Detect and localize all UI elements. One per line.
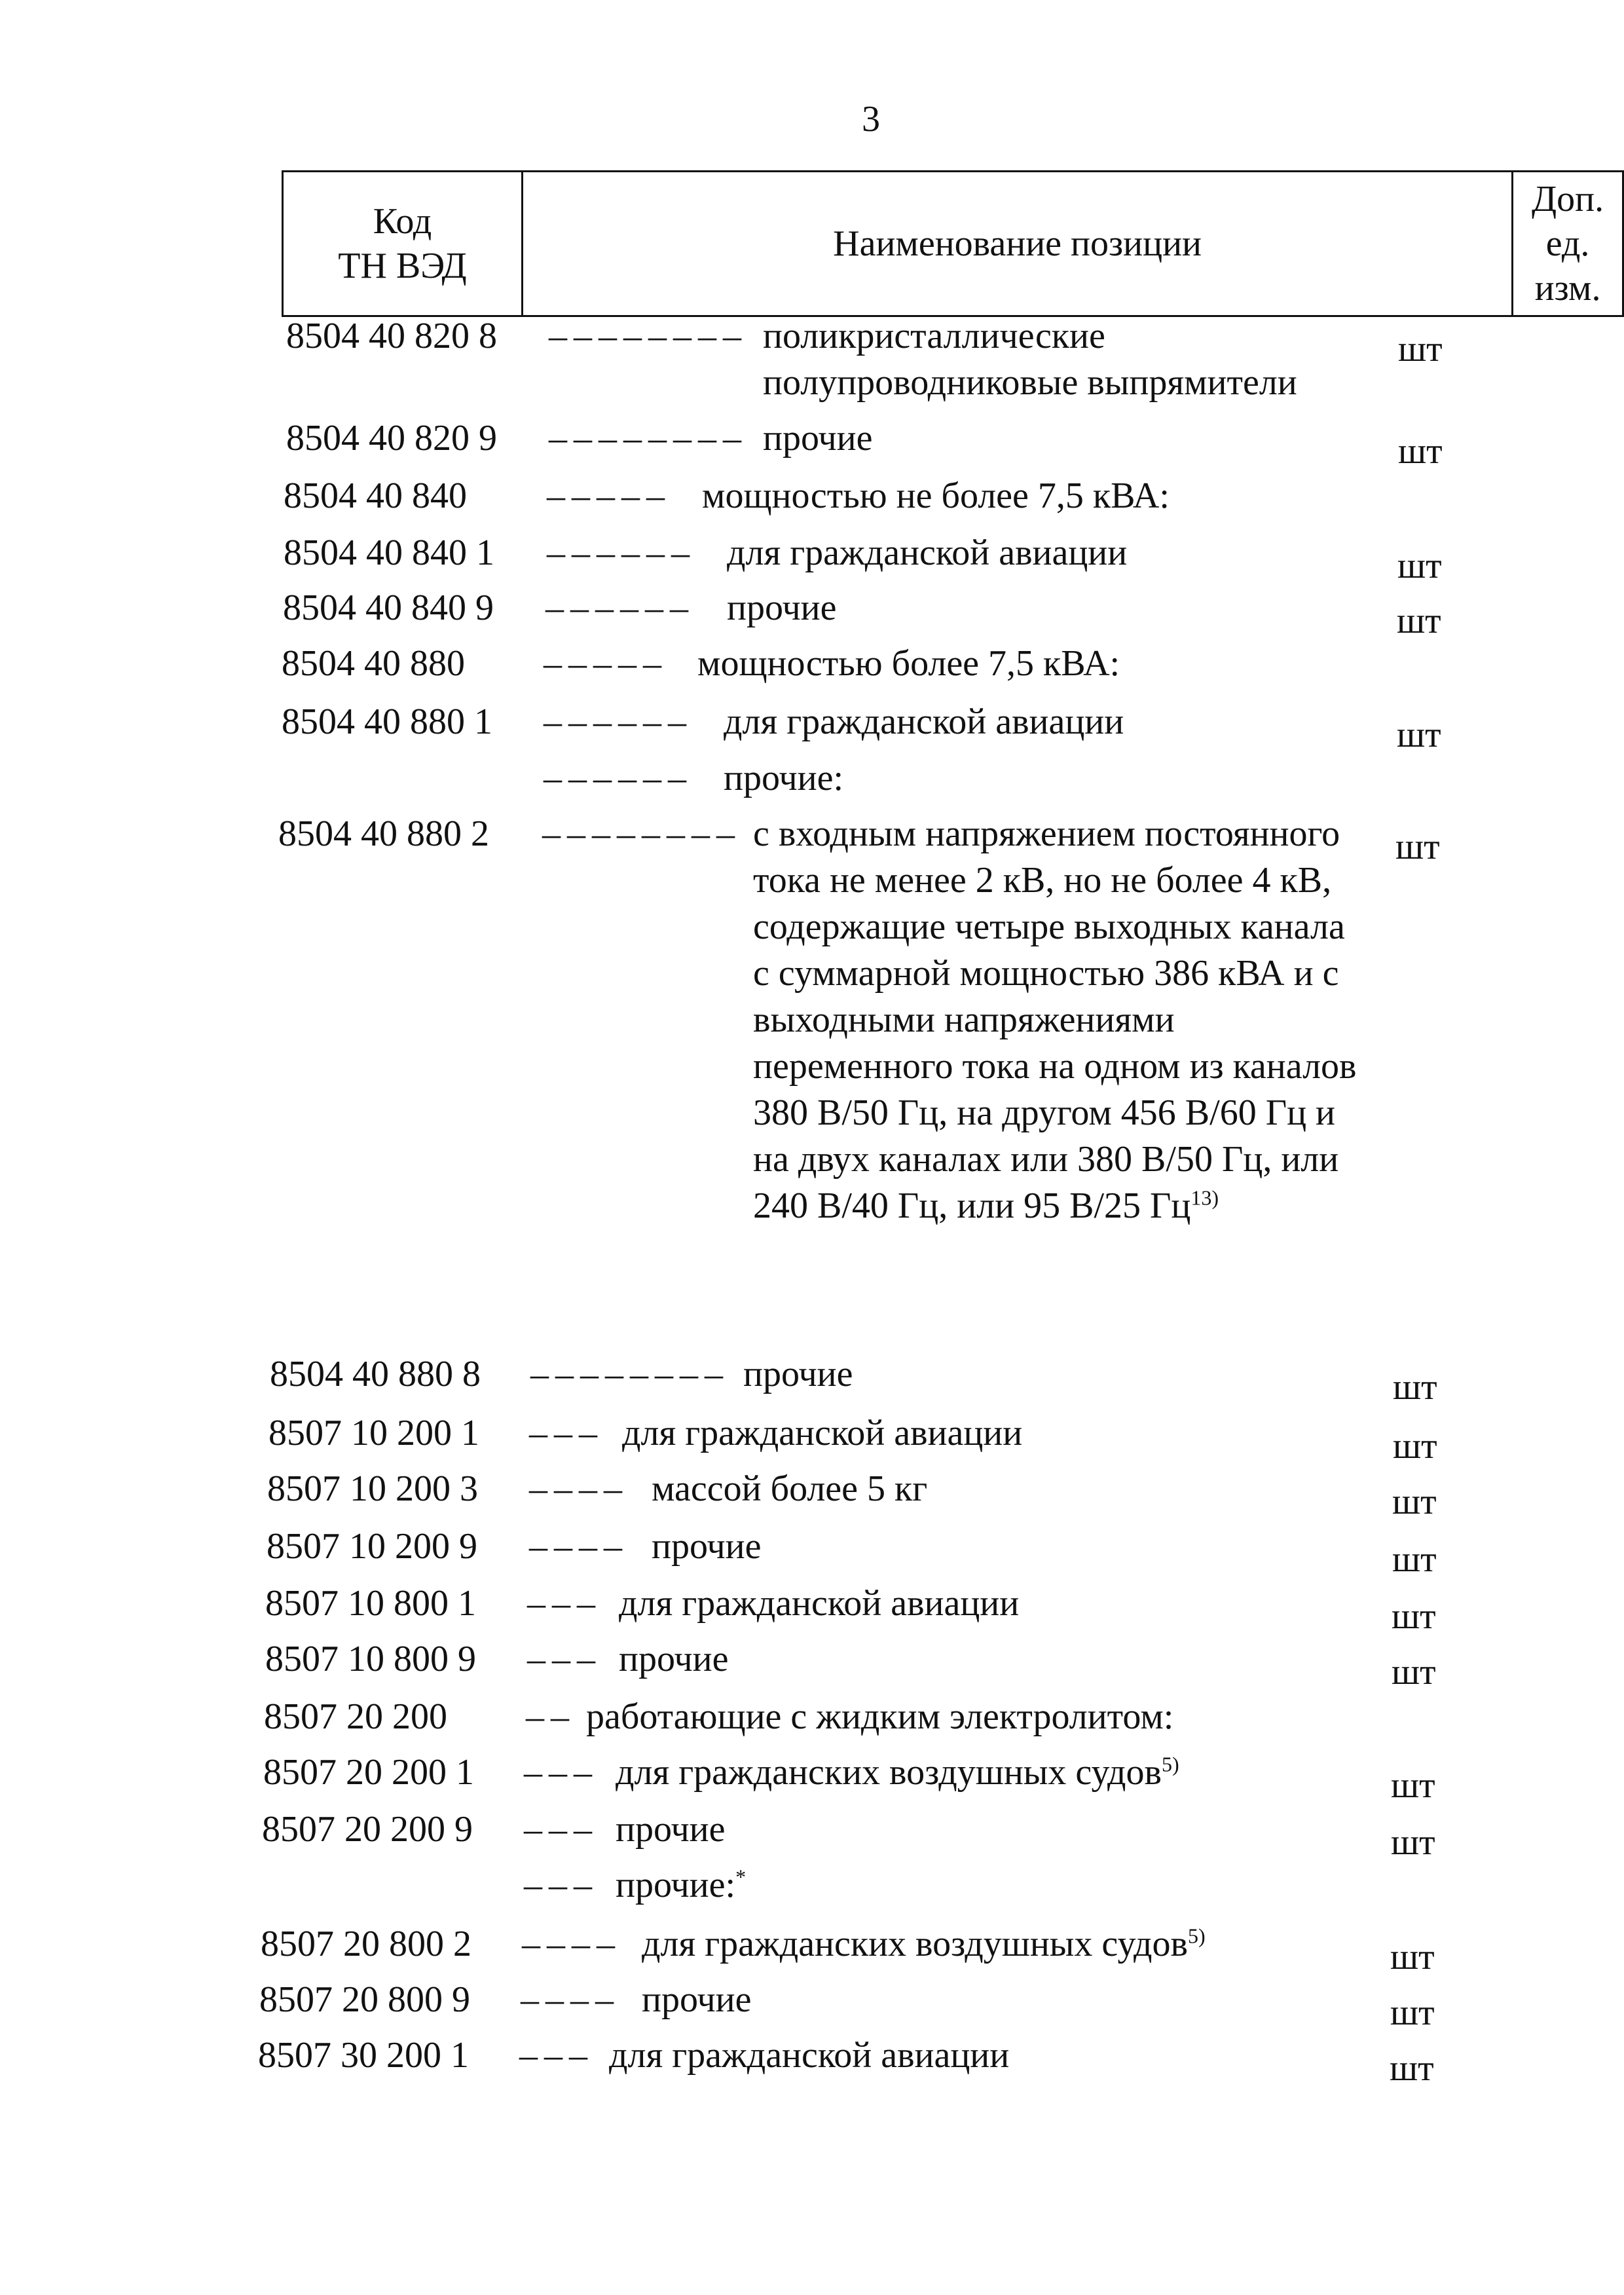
tnved-code: 8507 10 200 3 [267, 1468, 478, 1509]
description-text: мощностью более 7,5 кВА: [697, 643, 1120, 684]
header-code-line2: ТН ВЭД [338, 246, 467, 286]
tnved-code: 8504 40 840 1 [284, 532, 494, 573]
header-unit-cell [1513, 172, 1623, 316]
position-description [616, 1862, 1336, 1909]
description-text: прочие [652, 1526, 762, 1567]
unit-of-measure: шт [1398, 329, 1443, 369]
level-dashes: – – – [527, 1583, 594, 1624]
description-text: для гражданских воздушных судов [616, 1752, 1162, 1793]
description-text: поликристаллические полупроводниковые выпрямители [763, 316, 1297, 403]
position-description [586, 1694, 1372, 1740]
tnved-code: 8507 10 800 1 [265, 1583, 476, 1624]
tnved-code: 8504 40 880 8 [270, 1354, 481, 1394]
unit-of-measure: шт [1391, 1765, 1435, 1806]
position-description [727, 530, 1382, 576]
description-text: массой более 5 кг [652, 1468, 928, 1509]
tnved-code: 8504 40 820 8 [286, 316, 497, 356]
level-dashes: – – [526, 1696, 568, 1737]
header-name-cell: Наименование позиции [523, 172, 1513, 316]
unit-of-measure: шт [1390, 1992, 1435, 2033]
description-text: прочие [642, 1979, 752, 2020]
description-text: прочие [743, 1354, 853, 1394]
unit-of-measure: шт [1393, 1367, 1437, 1408]
description-text: для гражданской авиации [609, 2035, 1010, 2076]
description-text: прочие: [616, 1865, 736, 1905]
description-text: мощностью не более 7,5 кВА: [702, 476, 1170, 516]
level-dashes: – – – – – [547, 476, 663, 516]
unit-of-measure: шт [1390, 2048, 1434, 2089]
description-text: для гражданских воздушных судов [642, 1924, 1188, 1964]
unit-of-measure: шт [1392, 1596, 1436, 1637]
tnved-code: 8507 20 800 9 [259, 1979, 470, 2020]
position-description [619, 1580, 1339, 1627]
description-text: для гражданской авиации [727, 532, 1128, 573]
position-description [724, 699, 1378, 745]
description-text: для гражданской авиации [724, 701, 1124, 742]
position-description [652, 1466, 1372, 1512]
footnote-ref: * [735, 1865, 747, 1889]
position-description [616, 1806, 1336, 1853]
level-dashes: – – – – [521, 1979, 612, 2020]
description-text: с входным напряжением постоянного тока не менее 2 кВ, но не более 4 кВ, содержащие четыре выходных канала с суммарной мощностью 386 кВА и с выходными напряжениями переменного тока на одном из каналов 380 В/50 Гц, на другом 456 В/60 Гц и на двух каналах или 380 В/50 Гц, или 240 В/40 Гц, или 95 В/25 Гц [753, 813, 1357, 1226]
table-header [282, 170, 1624, 317]
position-description [743, 1351, 1398, 1398]
tnved-code: 8507 20 200 1 [263, 1752, 474, 1793]
position-description [652, 1523, 1372, 1570]
tnved-code: 8507 10 200 1 [268, 1413, 479, 1453]
tnved-code: 8507 10 200 9 [267, 1526, 477, 1567]
level-dashes: – – – [529, 1413, 596, 1453]
level-dashes: – – – – – – – – [530, 1354, 722, 1394]
header-unit-line3: изм. [1534, 268, 1601, 309]
unit-of-measure: шт [1397, 601, 1441, 641]
unit-of-measure: шт [1392, 1652, 1436, 1692]
position-description [642, 1977, 1362, 2023]
unit-of-measure: шт [1392, 1482, 1437, 1522]
tnved-code: 8507 20 200 9 [262, 1809, 473, 1850]
tnved-code: 8507 20 200 [264, 1696, 447, 1737]
description-text: прочие [616, 1809, 726, 1850]
level-dashes: – – – – [529, 1468, 621, 1509]
level-dashes: – – – – [522, 1924, 614, 1964]
position-description [609, 2032, 1329, 2079]
unit-of-measure: шт [1390, 1937, 1435, 1977]
level-dashes: – – – – – – – – [549, 316, 740, 356]
header-unit-line2: ед. [1545, 223, 1590, 264]
description-text: прочие: [724, 758, 844, 798]
tnved-code: 8507 30 200 1 [258, 2035, 469, 2076]
tnved-code: 8504 40 820 9 [286, 418, 497, 458]
level-dashes: – – – [524, 1865, 591, 1905]
position-description [616, 1749, 1336, 1796]
level-dashes: – – – – – – [544, 701, 685, 742]
level-dashes: – – – [519, 2035, 586, 2076]
unit-of-measure: шт [1391, 1822, 1435, 1863]
level-dashes: – – – [524, 1809, 591, 1850]
footnote-ref: 5) [1161, 1752, 1179, 1776]
description-text: для гражданской авиации [622, 1413, 1023, 1453]
level-dashes: – – – [527, 1639, 594, 1679]
level-dashes: – – – – – – [545, 588, 687, 628]
level-dashes: – – – – – – [544, 758, 685, 798]
position-description [724, 755, 1378, 802]
tnved-code: 8504 40 880 2 [278, 813, 489, 854]
header-unit-line1: Доп. [1531, 178, 1604, 219]
position-description [622, 1410, 1342, 1457]
position-description [753, 811, 1362, 1229]
unit-of-measure: шт [1397, 715, 1441, 755]
position-description [697, 641, 1352, 687]
header-code-cell [283, 172, 523, 316]
description-text: прочие [763, 418, 873, 458]
tnved-code: 8504 40 880 [282, 643, 465, 684]
tnved-code: 8504 40 840 9 [283, 588, 494, 628]
level-dashes: – – – – – – – – [542, 813, 733, 854]
footnote-ref: 5) [1187, 1924, 1206, 1948]
tnved-code: 8507 20 800 2 [261, 1924, 471, 1964]
level-dashes: – – – – – – – – [549, 418, 740, 458]
unit-of-measure: шт [1392, 1539, 1437, 1580]
position-description [763, 313, 1365, 406]
tnved-code: 8504 40 880 1 [282, 701, 492, 742]
description-text: для гражданской авиации [619, 1583, 1020, 1624]
description-text: прочие [619, 1639, 729, 1679]
level-dashes: – – – – – – [547, 532, 688, 573]
description-text: прочие [727, 588, 837, 628]
tnved-code: 8507 10 800 9 [265, 1639, 476, 1679]
unit-of-measure: шт [1397, 546, 1442, 586]
header-code-line1: Код [373, 200, 432, 242]
position-description [763, 415, 1365, 462]
description-text: работающие с жидким электролитом: [586, 1696, 1174, 1737]
level-dashes: – – – – [529, 1526, 621, 1567]
position-description [727, 585, 1382, 631]
footnote-ref: 13) [1190, 1185, 1219, 1210]
unit-of-measure: шт [1395, 827, 1440, 867]
position-description [702, 473, 1357, 519]
tnved-code: 8504 40 840 [284, 476, 467, 516]
unit-of-measure: шт [1398, 431, 1443, 472]
unit-of-measure: шт [1393, 1426, 1437, 1466]
position-description [642, 1921, 1362, 1968]
position-description [619, 1636, 1339, 1683]
page-number: 3 [862, 99, 880, 140]
level-dashes: – – – [524, 1752, 591, 1793]
level-dashes: – – – – – [544, 643, 660, 684]
